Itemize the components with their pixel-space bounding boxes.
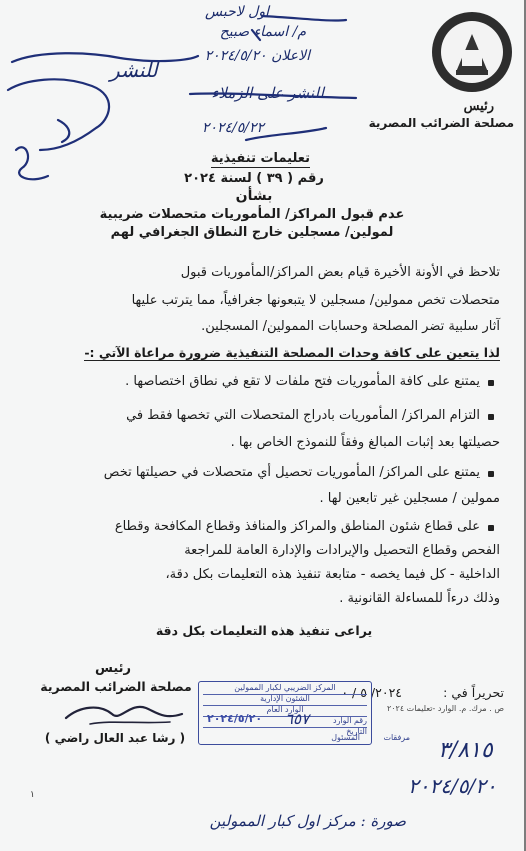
stamp-recipient-label: المسئول [331,733,360,742]
margin-note-6: ٢٠٢٤/٥/٢٢ [201,120,264,136]
signature-title: رئيس [94,661,132,676]
signature-name: ( رشا عبد العال راضي ) [44,731,186,745]
handwritten-ref: ٣/٨١٥ [438,738,493,763]
bullet-4 [488,525,494,531]
stamp-line-1: المركز الضريبي لكبار الممولين [203,683,367,695]
signature-scribble [60,694,190,734]
stamp-line-2: الشئون الإدارية [203,694,367,706]
bullet-1 [488,380,494,386]
closing-line: يراعى تنفيذ هذه التعليمات بكل دقة [155,623,373,638]
header-president-label: رئيس [463,99,494,114]
stamp-date-value: ٢٠٢٤/٥/٢٠ [207,712,263,725]
handwritten-date: ٢٠٢٤/٥/٢٠ [408,774,497,798]
bullet-2 [488,414,494,420]
item-2-line-1: التزام المراكز/ المأموريات بادراج المتحصلات التي تخصها فقط في [126,408,480,423]
header-authority-name: مصلحة الضرائب المصرية [368,116,514,130]
date-copy-note: ص . مرك. م. الوارد -تعليمات ٢٠٢٤ [386,704,504,713]
stamp-incoming-number: ٦٥٧ [285,710,310,728]
item-3-line-2: ممولين / مسجلين غير تابعين لها . [319,491,500,506]
item-4-line-1: على قطاع شئون المناطق والمراكز والمنافذ وقطاع المكافحة وقطاع [114,519,480,534]
document-subject-line-1: عدم قبول المراكز/ المأموريات متحصلات ضريبية [99,207,405,222]
stamp-incoming-label: رقم الوارد [203,716,367,728]
document-number: رقم ( ٣٩ ) لسنة ٢٠٢٤ [184,171,324,186]
bullet-3 [488,471,494,477]
handwritten-copy-to: صورة : مركز اول كبار الممولين [209,812,406,830]
mandate-text: لذا يتعين على كافة وحدات المصلحة التنفيذية ضرورة مراعاة الآتي :- [84,345,500,360]
page-marker: ١ [30,790,35,800]
document-regarding: بشأن [235,188,273,204]
stamp-line-3: الوارد العام [203,705,367,717]
date-written-label: تحريراً في : [443,685,504,700]
margin-note-3: الاعلان ٢٠٢٤/٥/٢٠ [204,48,310,64]
document-type-title: تعليمات تنفيذية [210,151,310,166]
mandate-heading [25,344,500,361]
item-1-line-1: يمتنع على كافة المأموريات فتح ملفات لا تقع في نطاق اختصاصها . [125,374,480,389]
margin-note-2: م/ اسماء صبيح [219,24,306,40]
margin-note-5: للنشر على الزملاء [211,84,324,102]
margin-note-1: اول لاحبس [205,4,269,20]
date-written-value: ٢٠٢٤/ ٥ / ٠ [341,685,402,700]
intro-line-1: تلاحظ في الأونة الأخيرة قيام بعض المراكز/المأموريات قبول [180,265,500,280]
item-2-line-2: حصيلتها بعد إثبات المبالغ وفقاً للنموذج الخاص بها . [230,435,500,450]
item-4-line-2: الفحص وقطاع التحصيل والإيرادات والإدارة العامة للمراجعة [184,543,500,558]
signature-authority: مصلحة الضرائب المصرية [40,679,192,694]
stamp-date-label: التاريخ [346,727,367,736]
margin-note-4: للنشر [110,58,158,82]
item-4-line-4: وذلك درءاً للمساءلة القانونية . [339,591,500,606]
item-4-line-3: الداخلية - كل فيما يخصه - متابعة تنفيذ هذه التعليمات بكل دقة، [165,567,500,582]
intro-line-3: آثار سلبية تضر المصلحة وحسابات الممولين/ المسجلين. [201,319,500,334]
item-3-line-1: يمتنع على المراكز/ المأموريات تحصيل أي متحصلات في حصيلتها تخص [103,465,480,480]
stamp-attachments-label: مرفقات [383,733,410,742]
document-subject-line-2: لمولين/ مسجلين خارج النطاق الجغرافي لهم [110,225,394,240]
intro-line-2: متحصلات تخص ممولين/ مسجلين لا يتبعونها جغرافياً، مما يترتب عليها [131,293,500,308]
